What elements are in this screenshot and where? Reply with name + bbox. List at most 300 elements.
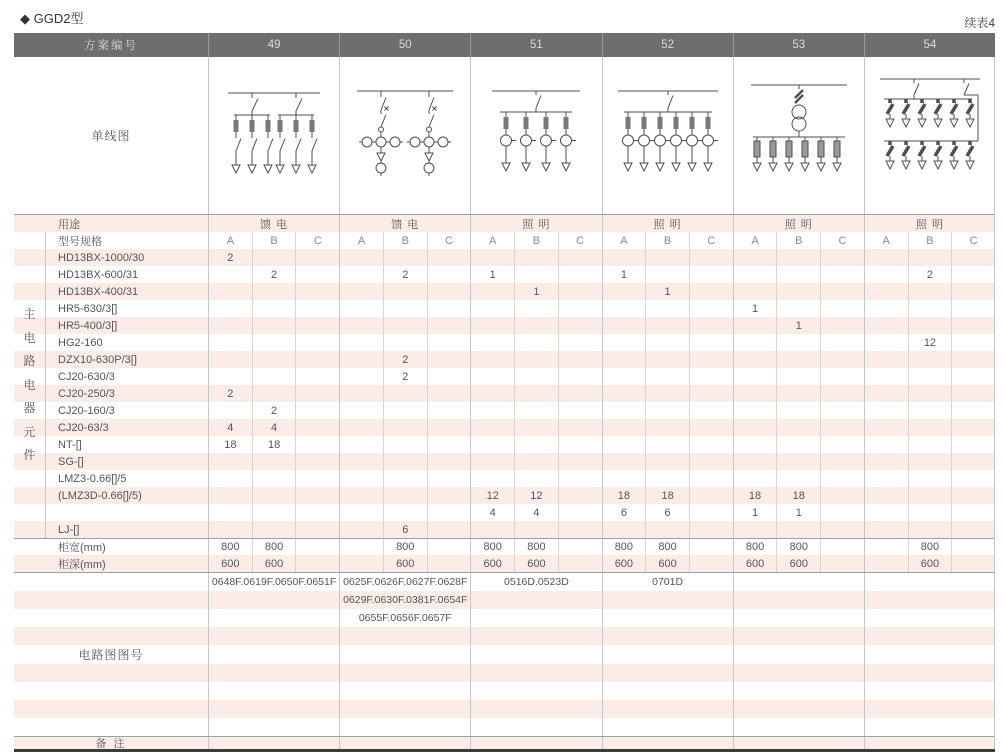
scheme-54-group xyxy=(864,470,995,487)
scheme-50-group xyxy=(339,487,470,504)
quantity-cell xyxy=(776,334,820,351)
quantity-cell xyxy=(383,487,427,504)
quantity-cell xyxy=(776,300,820,317)
circuit-number-cell xyxy=(602,700,733,718)
quantity-cell xyxy=(951,351,995,368)
cabinet-depth-label: 柜深(mm) xyxy=(58,558,106,571)
circuit-number-cell xyxy=(339,682,470,700)
scheme-49-group xyxy=(208,453,339,470)
scheme-52-group xyxy=(602,232,733,249)
quantity-cell: 2 xyxy=(908,266,952,283)
abc-header-cell: A xyxy=(357,234,366,247)
quantity-cell xyxy=(427,351,471,368)
remarks-cell xyxy=(864,737,995,749)
quantity-cell xyxy=(908,521,952,538)
quantity-cell xyxy=(603,334,646,351)
quantity-cell xyxy=(295,317,339,334)
circuit-number-stripe-row xyxy=(14,591,995,609)
scheme-53-group xyxy=(733,385,864,402)
scheme-53-group xyxy=(733,419,864,436)
quantity-cell xyxy=(514,470,558,487)
scheme-49-group xyxy=(208,232,339,249)
scheme-51-group xyxy=(470,436,601,453)
abc-header-cell: C xyxy=(689,232,733,249)
circuit-number-stripe-row xyxy=(14,627,995,645)
quantity-cell xyxy=(603,419,646,436)
header-scheme-49: 49 xyxy=(208,33,339,57)
circuit-label-spacer xyxy=(14,645,208,663)
quantity-cell: 2 xyxy=(383,368,427,385)
quantity-cell xyxy=(689,249,733,266)
remarks-row xyxy=(14,736,995,749)
quantity-cell xyxy=(689,334,733,351)
side-label-char: 件 xyxy=(23,448,36,462)
quantity-cell xyxy=(471,368,514,385)
circuit-label-spacer xyxy=(14,573,208,591)
scheme-49-group xyxy=(208,283,339,300)
scheme-50-group xyxy=(339,317,470,334)
scheme-54-group xyxy=(864,368,995,385)
quantity-cell xyxy=(209,266,252,283)
component-row xyxy=(14,402,995,419)
depth-cell xyxy=(295,555,339,572)
quantity-cell xyxy=(645,402,689,419)
quantity-cell xyxy=(209,317,252,334)
quantity-cell xyxy=(603,368,646,385)
quantity-cell xyxy=(689,453,733,470)
quantity-cell xyxy=(820,368,864,385)
scheme-53-group xyxy=(733,368,864,385)
circuit-number-cell xyxy=(470,645,601,663)
quantity-cell xyxy=(209,402,252,419)
scheme-51-group xyxy=(470,504,601,521)
quantity-cell xyxy=(558,317,602,334)
quantity-cell xyxy=(383,249,427,266)
circuit-number-cell xyxy=(864,573,995,591)
scheme-51-group xyxy=(470,555,601,572)
component-name: CJ20-250/3 xyxy=(58,387,115,400)
quantity-cell xyxy=(865,402,908,419)
quantity-cell xyxy=(340,351,383,368)
width-cell: 800 xyxy=(745,541,765,553)
quantity-cell xyxy=(340,283,383,300)
scheme-50-group xyxy=(339,232,470,249)
scheme-51-group xyxy=(470,385,601,402)
circuit-number-cell xyxy=(208,609,339,627)
quantity-cell xyxy=(689,317,733,334)
quantity-cell xyxy=(427,334,471,351)
quantity-cell xyxy=(734,436,777,453)
scheme-51-group xyxy=(470,521,601,538)
quantity-cell xyxy=(908,300,952,317)
scheme-49-group xyxy=(208,266,339,283)
abc-header-cell: A xyxy=(226,234,235,247)
scheme-50-group xyxy=(339,539,470,555)
quantity-cell xyxy=(865,368,908,385)
circuit-number-cell xyxy=(208,718,339,736)
remarks-cell xyxy=(339,737,470,749)
scheme-54-group xyxy=(864,521,995,538)
quantity-cell xyxy=(383,436,427,453)
quantity-cell xyxy=(645,436,689,453)
circuit-number-stripe-row xyxy=(14,645,995,663)
circuit-number-cell: 0625F.0626F.0627F.0628F xyxy=(339,573,470,591)
scheme-54-group xyxy=(864,487,995,504)
quantity-cell xyxy=(908,385,952,402)
component-row xyxy=(14,283,995,300)
scheme-table xyxy=(14,33,995,752)
quantity-cell xyxy=(514,419,558,436)
component-row xyxy=(14,300,995,317)
scheme-53-group xyxy=(733,521,864,538)
quantity-cell xyxy=(951,368,995,385)
quantity-cell xyxy=(340,487,383,504)
depth-cell: 600 xyxy=(645,555,689,572)
quantity-cell xyxy=(776,351,820,368)
scheme-50-group xyxy=(339,249,470,266)
quantity-cell xyxy=(340,368,383,385)
quantity-cell: 4 xyxy=(489,506,496,519)
quantity-cell xyxy=(340,334,383,351)
scheme-53-group xyxy=(733,555,864,572)
quantity-cell xyxy=(514,385,558,402)
scheme-50-group xyxy=(339,453,470,470)
scheme-50-group xyxy=(339,385,470,402)
quantity-cell: 18 xyxy=(224,438,237,451)
scheme-54-group xyxy=(864,232,995,249)
scheme-50-group xyxy=(339,521,470,538)
component-name: SG-[] xyxy=(58,455,84,468)
circuit-number-cell xyxy=(864,591,995,609)
scheme-54-group xyxy=(864,351,995,368)
quantity-cell xyxy=(558,368,602,385)
quantity-cell xyxy=(865,521,908,538)
quantity-cell xyxy=(340,453,383,470)
abc-header-cell: A xyxy=(489,234,497,247)
scheme-52-group xyxy=(602,453,733,470)
cabinet-depth-row xyxy=(14,555,995,572)
scheme-50-group xyxy=(339,504,470,521)
quantity-cell xyxy=(427,521,471,538)
circuit-number-cell xyxy=(602,664,733,682)
abc-header-cell: B xyxy=(908,232,952,249)
quantity-cell xyxy=(295,283,339,300)
quantity-cell xyxy=(689,283,733,300)
circuit-label-spacer xyxy=(14,627,208,645)
quantity-cell: 18 xyxy=(617,489,630,502)
scheme-51-group xyxy=(470,283,601,300)
quantity-cell xyxy=(645,368,689,385)
quantity-cell xyxy=(295,385,339,402)
quantity-cell xyxy=(603,249,646,266)
quantity-cell xyxy=(734,402,777,419)
quantity-cell xyxy=(908,368,952,385)
scheme-53-group xyxy=(733,436,864,453)
quantity-cell xyxy=(295,266,339,283)
circuit-number-cell xyxy=(602,718,733,736)
quantity-cell xyxy=(471,419,514,436)
abc-header-cell: B xyxy=(383,232,427,249)
quantity-cell xyxy=(558,300,602,317)
scheme-53-group xyxy=(733,351,864,368)
quantity-cell: 2 xyxy=(252,402,296,419)
usage-cell: 照 明 xyxy=(733,215,864,232)
quantity-cell xyxy=(776,249,820,266)
scheme-50-group xyxy=(339,419,470,436)
quantity-cell xyxy=(820,317,864,334)
quantity-cell xyxy=(295,521,339,538)
quantity-cell xyxy=(908,351,952,368)
quantity-cell xyxy=(820,419,864,436)
quantity-cell xyxy=(383,300,427,317)
quantity-cell xyxy=(340,385,383,402)
quantity-cell xyxy=(689,521,733,538)
quantity-cell xyxy=(908,419,952,436)
component-row xyxy=(14,317,995,334)
circuit-number-cell xyxy=(208,682,339,700)
quantity-cell xyxy=(776,402,820,419)
quantity-cell xyxy=(427,487,471,504)
quantity-cell xyxy=(252,453,296,470)
circuit-number-cell xyxy=(733,591,864,609)
depth-cell: 600 xyxy=(514,555,558,572)
scheme-50-group xyxy=(339,368,470,385)
scheme-52-group xyxy=(602,300,733,317)
quantity-cell xyxy=(776,385,820,402)
scheme-52-group xyxy=(602,539,733,555)
quantity-cell xyxy=(471,334,514,351)
quantity-cell xyxy=(514,368,558,385)
scheme-53-group xyxy=(733,317,864,334)
quantity-cell xyxy=(776,419,820,436)
single-line-diagram-51 xyxy=(470,57,601,214)
abc-header-cell: B xyxy=(514,232,558,249)
single-line-diagram-53 xyxy=(733,57,864,214)
circuit-number-cell xyxy=(733,627,864,645)
quantity-cell: 1 xyxy=(776,504,820,521)
circuit-number-cell xyxy=(602,645,733,663)
quantity-cell xyxy=(645,453,689,470)
scheme-50-group xyxy=(339,334,470,351)
circuit-number-cell xyxy=(602,682,733,700)
width-cell xyxy=(340,539,383,555)
quantity-cell xyxy=(865,300,908,317)
abc-header-cell: B xyxy=(252,232,296,249)
quantity-cell: 12 xyxy=(486,489,499,502)
scheme-51-group xyxy=(470,470,601,487)
component-name: NT-[] xyxy=(58,438,82,451)
component-name: CJ20-63/3 xyxy=(58,421,109,434)
scheme-50-group xyxy=(339,300,470,317)
table-right-border xyxy=(994,57,995,749)
circuit-number-cell xyxy=(733,645,864,663)
component-name: HD13BX-1000/30 xyxy=(58,251,145,264)
quantity-cell xyxy=(734,470,777,487)
quantity-cell xyxy=(865,317,908,334)
side-label-char: 电 xyxy=(23,377,36,392)
quantity-cell xyxy=(776,368,820,385)
header-scheme-50: 50 xyxy=(339,33,470,57)
quantity-cell xyxy=(603,453,646,470)
scheme-54-group xyxy=(864,300,995,317)
quantity-cell xyxy=(734,419,777,436)
scheme-49-group xyxy=(208,504,339,521)
scheme-52-group xyxy=(602,419,733,436)
quantity-cell xyxy=(820,385,864,402)
quantity-cell xyxy=(295,504,339,521)
quantity-cell xyxy=(820,521,864,538)
quantity-cell xyxy=(383,419,427,436)
quantity-cell xyxy=(252,470,296,487)
quantity-cell xyxy=(514,351,558,368)
scheme-53-group xyxy=(733,402,864,419)
quantity-cell xyxy=(209,453,252,470)
side-label-char: 路 xyxy=(23,354,36,368)
scheme-52-group xyxy=(602,487,733,504)
quantity-cell xyxy=(734,266,777,283)
quantity-cell xyxy=(558,334,602,351)
scheme-52-group xyxy=(602,555,733,572)
scheme-52-group xyxy=(602,317,733,334)
circuit-number-stripe-row xyxy=(14,609,995,627)
depth-cell xyxy=(865,555,908,572)
quantity-cell xyxy=(865,334,908,351)
depth-cell xyxy=(427,555,471,572)
circuit-number-cell xyxy=(470,664,601,682)
header-scheme-53: 53 xyxy=(733,33,864,57)
width-cell xyxy=(558,539,602,555)
table-header-row xyxy=(14,33,995,57)
circuit-number-cell xyxy=(339,645,470,663)
quantity-cell xyxy=(645,300,689,317)
quantity-cell xyxy=(820,283,864,300)
scheme-49-group xyxy=(208,402,339,419)
quantity-cell xyxy=(645,317,689,334)
quantity-cell xyxy=(689,436,733,453)
circuit-number-cell xyxy=(208,627,339,645)
circuit-label-spacer xyxy=(14,718,208,736)
scheme-51-group xyxy=(470,334,601,351)
quantity-cell xyxy=(558,504,602,521)
quantity-cell xyxy=(951,402,995,419)
circuit-number-cell: 0655F.0656F.0657F xyxy=(339,609,470,627)
quantity-cell xyxy=(645,385,689,402)
circuit-number-cell xyxy=(864,609,995,627)
scheme-53-group xyxy=(733,232,864,249)
quantity-cell xyxy=(295,368,339,385)
quantity-cell xyxy=(209,521,252,538)
circuit-number-cell xyxy=(470,718,601,736)
quantity-cell xyxy=(295,334,339,351)
scheme-49-group xyxy=(208,317,339,334)
quantity-cell xyxy=(908,453,952,470)
depth-cell xyxy=(558,555,602,572)
quantity-cell xyxy=(734,453,777,470)
cabinet-width-label: 柜宽(mm) xyxy=(58,542,106,554)
width-cell xyxy=(295,539,339,555)
quantity-cell: 4 xyxy=(252,419,296,436)
quantity-cell xyxy=(514,249,558,266)
circuit-number-cell xyxy=(470,682,601,700)
quantity-cell: 12 xyxy=(514,487,558,504)
circuit-number-cell xyxy=(602,591,733,609)
width-cell xyxy=(951,539,995,555)
usage-cell: 照 明 xyxy=(864,215,995,232)
remarks-cell xyxy=(208,737,339,749)
circuit-number-cell xyxy=(208,700,339,718)
quantity-cell xyxy=(514,334,558,351)
scheme-53-group xyxy=(733,300,864,317)
scheme-54-group xyxy=(864,504,995,521)
quantity-cell xyxy=(295,402,339,419)
quantity-cell xyxy=(209,351,252,368)
quantity-cell xyxy=(295,487,339,504)
quantity-cell xyxy=(340,402,383,419)
spec-row xyxy=(14,232,995,249)
depth-cell xyxy=(951,555,995,572)
scheme-51-group xyxy=(470,402,601,419)
quantity-cell xyxy=(645,334,689,351)
quantity-cell xyxy=(558,470,602,487)
quantity-cell xyxy=(340,521,383,538)
quantity-cell xyxy=(514,521,558,538)
quantity-cell xyxy=(471,470,514,487)
scheme-53-group xyxy=(733,266,864,283)
quantity-cell xyxy=(865,487,908,504)
quantity-cell xyxy=(734,368,777,385)
quantity-cell xyxy=(471,402,514,419)
quantity-cell xyxy=(689,402,733,419)
side-label-char: 元 xyxy=(23,424,36,439)
quantity-cell xyxy=(908,470,952,487)
header-scheme-54: 54 xyxy=(864,33,995,57)
circuit-number-cell xyxy=(733,573,864,591)
circuit-number-cell xyxy=(864,664,995,682)
quantity-cell xyxy=(820,453,864,470)
scheme-54-group xyxy=(864,385,995,402)
quantity-cell xyxy=(908,504,952,521)
quantity-cell xyxy=(514,300,558,317)
circuit-number-cell xyxy=(733,609,864,627)
component-name: CJ20-630/3 xyxy=(58,370,115,383)
quantity-cell xyxy=(689,300,733,317)
quantity-cell xyxy=(558,249,602,266)
scheme-53-group xyxy=(733,334,864,351)
scheme-49-group xyxy=(208,521,339,538)
component-row xyxy=(14,521,995,538)
quantity-cell xyxy=(252,249,296,266)
circuit-number-cell xyxy=(602,627,733,645)
quantity-cell xyxy=(951,436,995,453)
header-scheme-label: 方案编号 xyxy=(84,40,138,52)
quantity-cell xyxy=(340,249,383,266)
depth-cell xyxy=(689,555,733,572)
scheme-50-group xyxy=(339,436,470,453)
quantity-cell xyxy=(295,300,339,317)
quantity-cell xyxy=(603,385,646,402)
quantity-cell xyxy=(865,470,908,487)
scheme-53-group xyxy=(733,539,864,555)
quantity-cell xyxy=(951,249,995,266)
component-row xyxy=(14,385,995,402)
depth-cell: 600 xyxy=(221,557,240,570)
scheme-51-group xyxy=(470,487,601,504)
quantity-cell xyxy=(603,470,646,487)
circuit-number-cell xyxy=(470,700,601,718)
quantity-cell xyxy=(427,317,471,334)
circuit-number-cell xyxy=(602,609,733,627)
width-cell xyxy=(689,539,733,555)
